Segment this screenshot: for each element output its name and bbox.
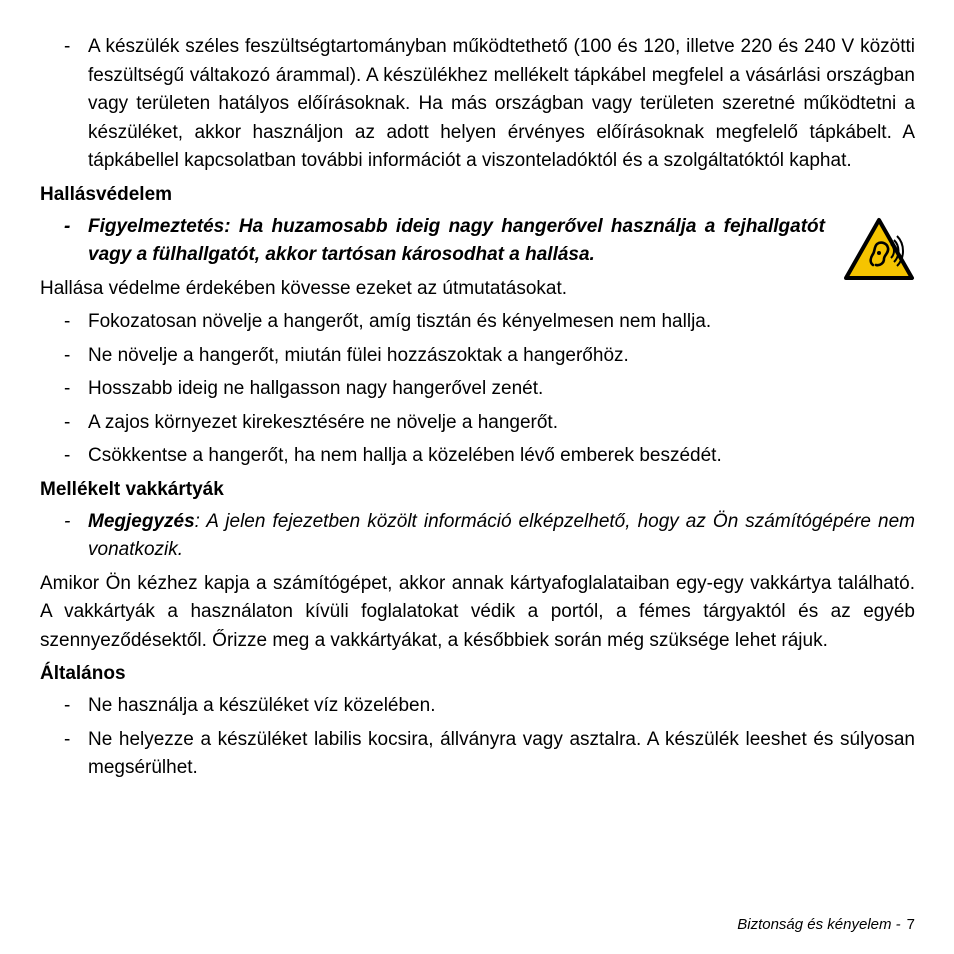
document-page — [40, 33, 915, 788]
page-footer — [737, 916, 915, 933]
list-item — [40, 726, 915, 783]
list-item — [40, 442, 915, 471]
paragraph: Amikor Ön kézhez kapja a számítógépet, akkor annak kártyafoglalataiban egy-egy vakkártya található. A vakkártyák a használaton kívüli foglalatokat védik a portól, a fémes tárgyaktól és az egyéb szennyeződésektől. Őrizze meg a vakkártyákat, a későbbiek során még szüksége lehet rájuk. — [40, 572, 915, 651]
note-item — [40, 508, 915, 565]
warning-text: Figyelmeztetés: Ha huzamosabb ideig nagy hangerővel használja a fejhallgatót vagy a fülhallgatót, akkor tartósan károsodhat a hallása. — [88, 215, 825, 265]
page-number: 7 — [906, 916, 915, 933]
bullet-dash: - — [64, 445, 71, 466]
bullet-dash: - — [64, 378, 71, 399]
bullet-dash: - — [64, 344, 71, 366]
list-item-text: Hosszabb ideig ne hallgasson nagy hangerővel zenét. — [88, 378, 544, 399]
bullet-dash: - — [64, 215, 71, 237]
note-text: : A jelen fejezetben közölt információ elképzelhető, hogy az Ön számítógépére nem vonatkozik. — [88, 510, 915, 560]
bullet-dash: - — [64, 695, 71, 716]
list-item — [40, 33, 915, 176]
list-item — [40, 375, 915, 404]
bullet-dash: - — [64, 510, 71, 532]
section-heading-general: Általános — [40, 663, 126, 684]
list-item — [40, 409, 915, 438]
section-heading-hearing: Hallásvédelem — [40, 183, 173, 205]
bullet-dash: - — [64, 728, 71, 750]
section-heading-dummy-cards: Mellékelt vakkártyák — [40, 478, 224, 500]
bullet-dash: - — [64, 411, 71, 433]
list-item-text: Csökkentse a hangerőt, ha nem hallja a közelében lévő emberek beszédét. — [88, 445, 722, 466]
warning-item — [40, 213, 915, 270]
bullet-dash: - — [64, 311, 71, 332]
list-item-text: Ne használja a készüléket víz közelében. — [88, 695, 436, 716]
list-item — [40, 308, 915, 337]
bullet-dash: - — [64, 36, 71, 57]
list-item — [40, 692, 915, 721]
list-item-text: A zajos környezet kirekesztésére ne növelje a hangerőt. — [88, 411, 558, 433]
list-item — [40, 342, 915, 371]
list-item-text: A készülék széles feszültségtartományban működtethető (100 és 120, illetve 220 és 240 V közötti feszültségű váltakozó árammal). A készülékhez mellékelt tápkábel megfelel a vásárlási országban vagy területen hatályos előírásoknak. Ha más országban vagy területen szeretné működtetni a készüléket, akkor használjon az adott helyen érvényes előírásoknak megfelelő tápkábelt. A tápkábellel kapcsolatban további információt a viszonteladóktól és a szolgáltatóktól kaphat. — [88, 36, 915, 171]
list-item-text: Ne helyezze a készüléket labilis kocsira, állványra vagy asztalra. A készülék leeshet és súlyosan megsérülhet. — [88, 728, 915, 778]
note-label: Megjegyzés — [88, 510, 195, 532]
list-item-text: Ne növelje a hangerőt, miután fülei hozzászoktak a hangerőhöz. — [88, 344, 629, 366]
list-item-text: Fokozatosan növelje a hangerőt, amíg tisztán és kényelmesen nem hallja. — [88, 311, 712, 332]
hearing-warning-icon — [843, 217, 915, 281]
footer-section: Biztonság és kényelem - — [737, 916, 901, 933]
paragraph: Hallása védelme érdekében kövesse ezeket az útmutatásokat. — [40, 277, 568, 299]
